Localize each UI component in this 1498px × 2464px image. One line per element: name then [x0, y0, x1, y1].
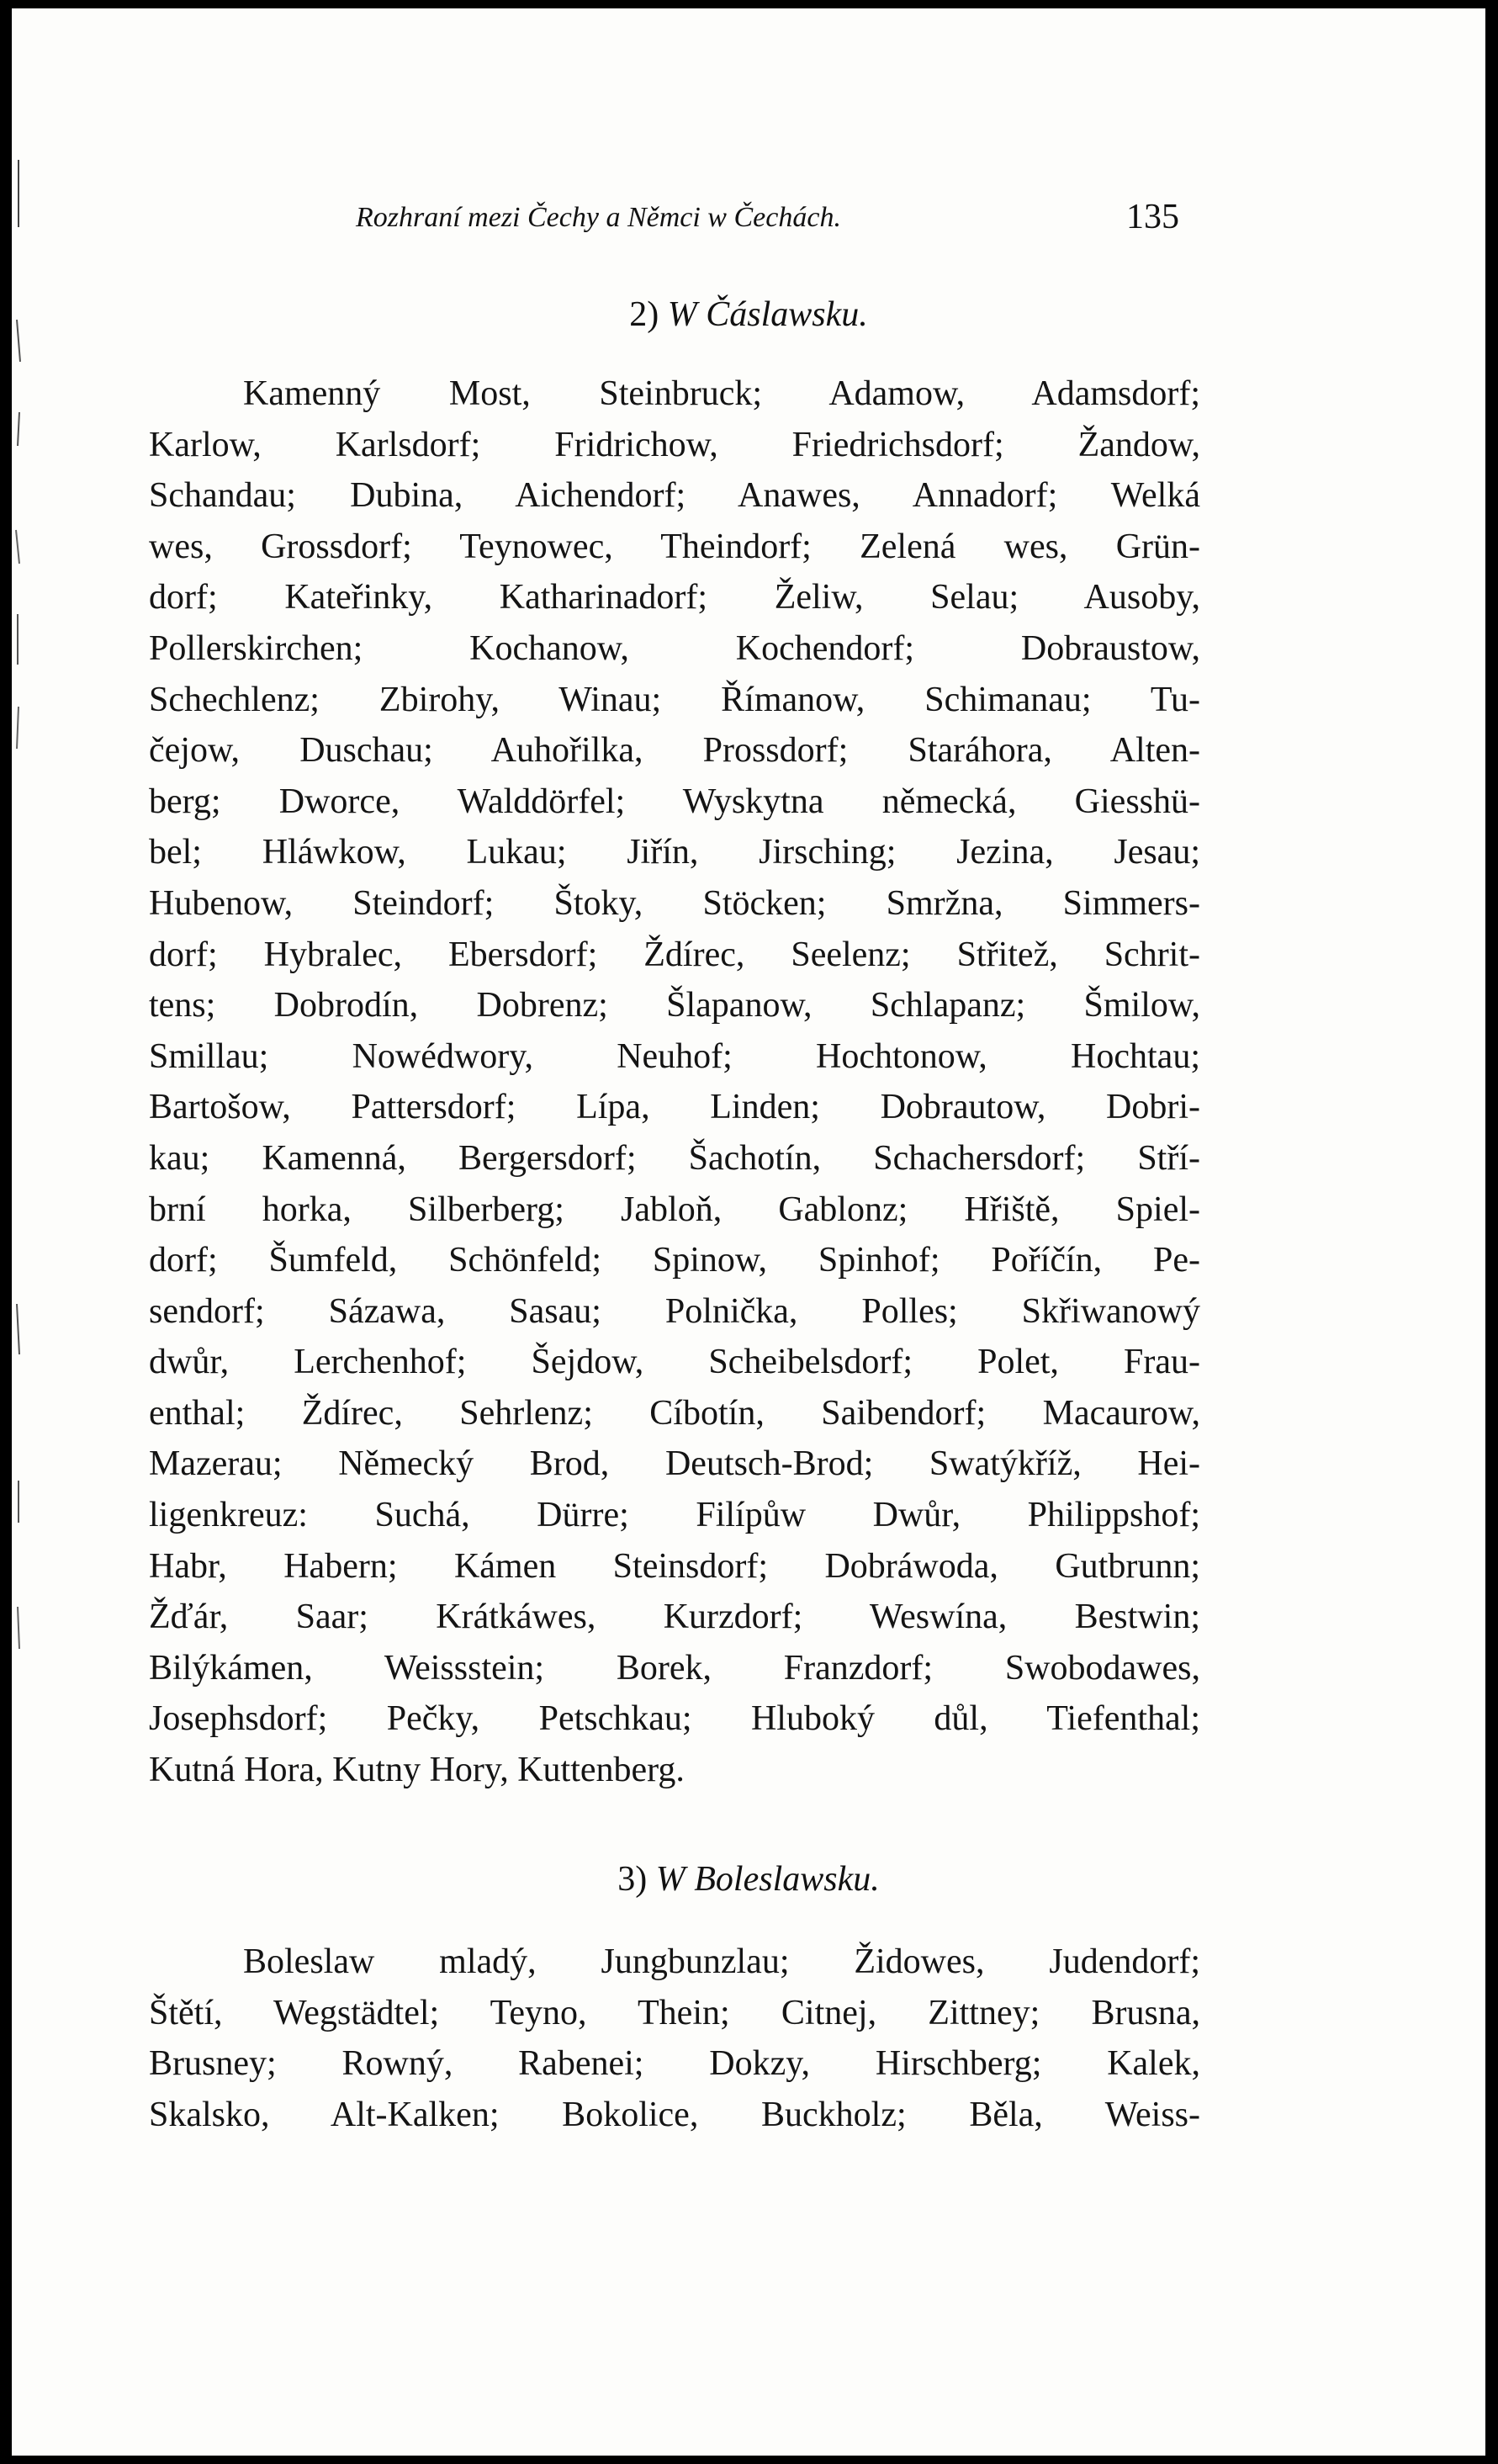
section-number: 2) [629, 295, 659, 334]
paragraph-boleslawsko [149, 1937, 1200, 2140]
text-line: Bartošow, Pattersdorf; Lípa, Linden; Dobrautow, Dobri- [149, 1088, 1200, 1127]
text-line: Boleslaw mladý, Jungbunzlau; Židowes, Judendorf; [243, 1942, 1200, 1981]
section-name: W Boleslawsku. [655, 1860, 880, 1899]
text-line: tens; Dobrodín, Dobrenz; Šlapanow, Schlapanz; Šmilow, [149, 986, 1200, 1025]
text-line: Hubenow, Steindorf; Štoky, Stöcken; Smržna, Simmers- [149, 883, 1200, 923]
text-line: Josephsdorf; Pečky, Petschkau; Hluboký důl, Tiefenthal; [149, 1699, 1200, 1739]
text-line: Kamenný Most, Steinbruck; Adamow, Adamsdorf; [243, 374, 1200, 413]
running-title: Rozhraní mezi Čechy a Němci w Čechách. [356, 202, 841, 233]
text-line: Kutná Hora, Kutny Hory, Kuttenberg. [149, 1751, 685, 1790]
text-line: berg; Dworce, Walddörfel; Wyskytna německá, Giesshü- [149, 782, 1200, 821]
text-line: wes, Grossdorf; Teynowec, Theindorf; Zelená wes, Grün- [149, 527, 1200, 566]
text-line: sendorf; Sázawa, Sasau; Polnička, Polles; Skřiwanowý [149, 1291, 1200, 1331]
section-heading-boleslawsko [12, 1859, 1485, 1900]
paragraph-caslawsko [149, 368, 1200, 1796]
text-line: ligenkreuz: Suchá, Dürre; Filípůw Dwůr, Philippshof; [149, 1496, 1200, 1535]
text-line: dorf; Šumfeld, Schönfeld; Spinow, Spinhof; Poříčín, Pe- [149, 1241, 1200, 1280]
scan-edge-marks [12, 8, 45, 1775]
page-number: 135 [1126, 198, 1179, 236]
text-line: Skalsko, Alt-Kalken; Bokolice, Buckholz; Běla, Weiss- [149, 2095, 1200, 2134]
section-number: 3) [617, 1860, 648, 1899]
running-head [176, 195, 1227, 246]
text-line: Bilýkámen, Weissstein; Borek, Franzdorf; Swobodawes, [149, 1648, 1200, 1688]
text-line: dorf; Kateřinky, Katharinadorf; Želiw, Selau; Ausoby, [149, 578, 1200, 617]
text-line: Schechlenz; Zbirohy, Winau; Římanow, Schimanau; Tu- [149, 680, 1200, 719]
text-line: enthal; Ždírec, Sehrlenz; Cíbotín, Saibendorf; Macaurow, [149, 1393, 1200, 1433]
book-page [12, 8, 1485, 2456]
text-line: Schandau; Dubina, Aichendorf; Anawes, Annadorf; Welká [149, 476, 1200, 516]
text-line: bel; Hláwkow, Lukau; Jiřín, Jirsching; Jezina, Jesau; [149, 833, 1200, 872]
text-line: Habr, Habern; Kámen Steinsdorf; Dobráwoda, Gutbrunn; [149, 1546, 1200, 1586]
text-line: dorf; Hybralec, Ebersdorf; Ždírec, Seelenz; Střitež, Schrit- [149, 935, 1200, 974]
text-line: brní horka, Silberberg; Jabloň, Gablonz; Hřiště, Spiel- [149, 1190, 1200, 1229]
text-line: Karlow, Karlsdorf; Fridrichow, Friedrichsdorf; Žandow, [149, 425, 1200, 464]
text-line: Žďár, Saar; Krátkáwes, Kurzdorf; Weswína, Bestwin; [149, 1598, 1200, 1637]
text-line: čejow, Duschau; Auhořilka, Prossdorf; Staráhora, Alten- [149, 731, 1200, 771]
text-line: kau; Kamenná, Bergersdorf; Šachotín, Schachersdorf; Stří- [149, 1138, 1200, 1178]
text-line: Mazerau; Německý Brod, Deutsch-Brod; Swatýkříž, Hei- [149, 1444, 1200, 1484]
text-line: Pollerskirchen; Kochanow, Kochendorf; Dobraustow, [149, 628, 1200, 668]
text-line: dwůr, Lerchenhof; Šejdow, Scheibelsdorf; Polet, Frau- [149, 1343, 1200, 1382]
section-heading-caslawsko [12, 294, 1485, 335]
section-name: W Čáslawsku. [667, 295, 868, 334]
text-line: Smillau; Nowédwory, Neuhof; Hochtonow, Hochtau; [149, 1036, 1200, 1076]
text-line: Štětí, Wegstädtel; Teyno, Thein; Citnej, Zittney; Brusna, [149, 1993, 1200, 2032]
text-line: Brusney; Rowný, Rabenei; Dokzy, Hirschberg; Kalek, [149, 2044, 1200, 2084]
